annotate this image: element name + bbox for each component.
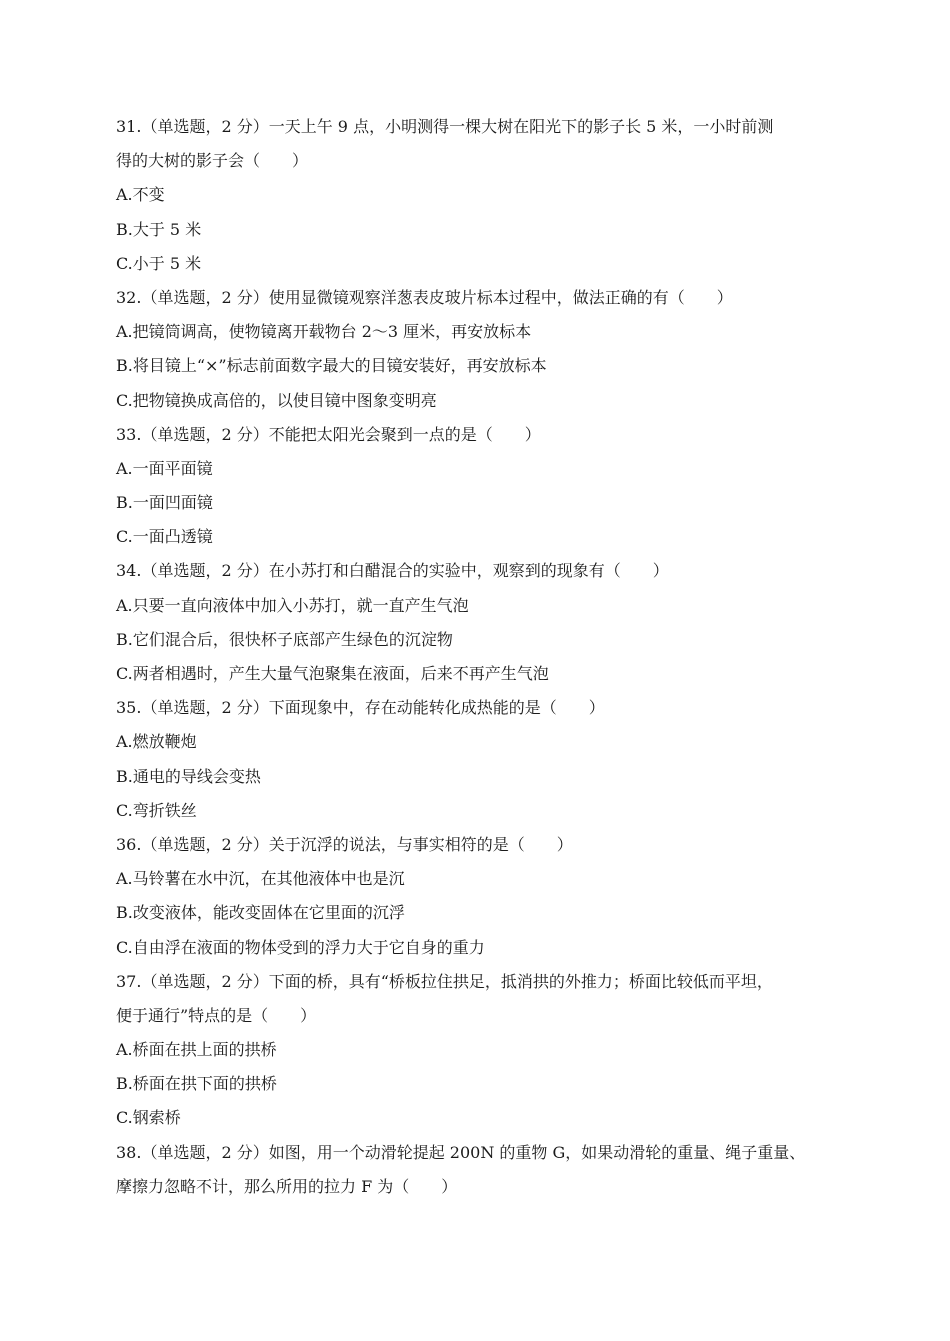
- answer-option: C.弯折铁丝: [116, 800, 197, 820]
- question-block: [116, 285, 856, 422]
- question-block: [116, 558, 856, 695]
- question-stem-line: 33.（单选题，2 分）不能把太阳光会聚到一点的是（ ）: [116, 424, 541, 444]
- answer-option: C.一面凸透镜: [116, 527, 213, 547]
- question-stem-line: 36.（单选题，2 分）关于沉浮的说法，与事实相符的是（ ）: [116, 834, 573, 854]
- question-block: [116, 695, 856, 832]
- question-stem-line: 37.（单选题，2 分）下面的桥，具有“桥板拉住拱足，抵消拱的外推力；桥面比较低而平坦，: [116, 971, 773, 991]
- question-stem-line: 32.（单选题，2 分）使用显微镜观察洋葱表皮玻片标本过程中，做法正确的有（ ）: [116, 287, 733, 307]
- answer-option: B.将目镜上“×”标志前面数字最大的目镜安装好，再安放标本: [116, 356, 547, 376]
- answer-option: B.通电的导线会变热: [116, 766, 261, 786]
- answer-option: B.一面凹面镜: [116, 493, 213, 513]
- answer-option: C.自由浮在液面的物体受到的浮力大于它自身的重力: [116, 937, 485, 957]
- answer-option: A.一面平面镜: [116, 458, 213, 478]
- question-stem-line: 38.（单选题，2 分）如图，用一个动滑轮提起 200N 的重物 G，如果动滑轮的重量、绳子重量、: [116, 1142, 806, 1162]
- question-block: [116, 114, 856, 285]
- answer-option: C.钢索桥: [116, 1108, 181, 1128]
- answer-option: A.桥面在拱上面的拱桥: [116, 1040, 277, 1060]
- question-stem-line: 31.（单选题，2 分）一天上午 9 点，小明测得一棵大树在阳光下的影子长 5 米，一小时前测: [116, 117, 774, 136]
- answer-option: B.大于 5 米: [116, 219, 202, 239]
- question-stem-line: 得的大树的影子会（ ）: [116, 151, 309, 171]
- answer-option: C.把物镜换成高倍的，以使目镜中图象变明亮: [116, 390, 437, 410]
- answer-option: A.马铃薯在水中沉，在其他液体中也是沉: [116, 869, 405, 889]
- answer-option: B.它们混合后，很快杯子底部产生绿色的沉淀物: [116, 629, 453, 649]
- question-block: [116, 422, 856, 559]
- question-block: [116, 832, 856, 969]
- answer-option: A.把镜筒调高，使物镜离开载物台 2～3 厘米，再安放标本: [116, 322, 532, 342]
- answer-option: A.不变: [116, 185, 165, 205]
- answer-option: A.燃放鞭炮: [116, 732, 197, 752]
- answer-option: B.改变液体，能改变固体在它里面的沉浮: [116, 903, 405, 923]
- question-stem-line: 便于通行”特点的是（ ）: [116, 1005, 317, 1025]
- answer-option: C.两者相遇时，产生大量气泡聚集在液面，后来不再产生气泡: [116, 664, 549, 683]
- question-block: [116, 969, 856, 1140]
- question-stem-line: 35.（单选题，2 分）下面现象中，存在动能转化成热能的是（ ）: [116, 698, 605, 718]
- answer-option: C.小于 5 米: [116, 253, 202, 273]
- question-stem-line: 34.（单选题，2 分）在小苏打和白醋混合的实验中，观察到的现象有（ ）: [116, 561, 669, 581]
- question-stem-line: 摩擦力忽略不计，那么所用的拉力 F 为（ ）: [116, 1176, 458, 1196]
- question-list: [116, 114, 856, 1208]
- answer-option: A.只要一直向液体中加入小苏打，就一直产生气泡: [116, 595, 469, 615]
- question-block: [116, 1140, 856, 1208]
- answer-option: B.桥面在拱下面的拱桥: [116, 1074, 277, 1094]
